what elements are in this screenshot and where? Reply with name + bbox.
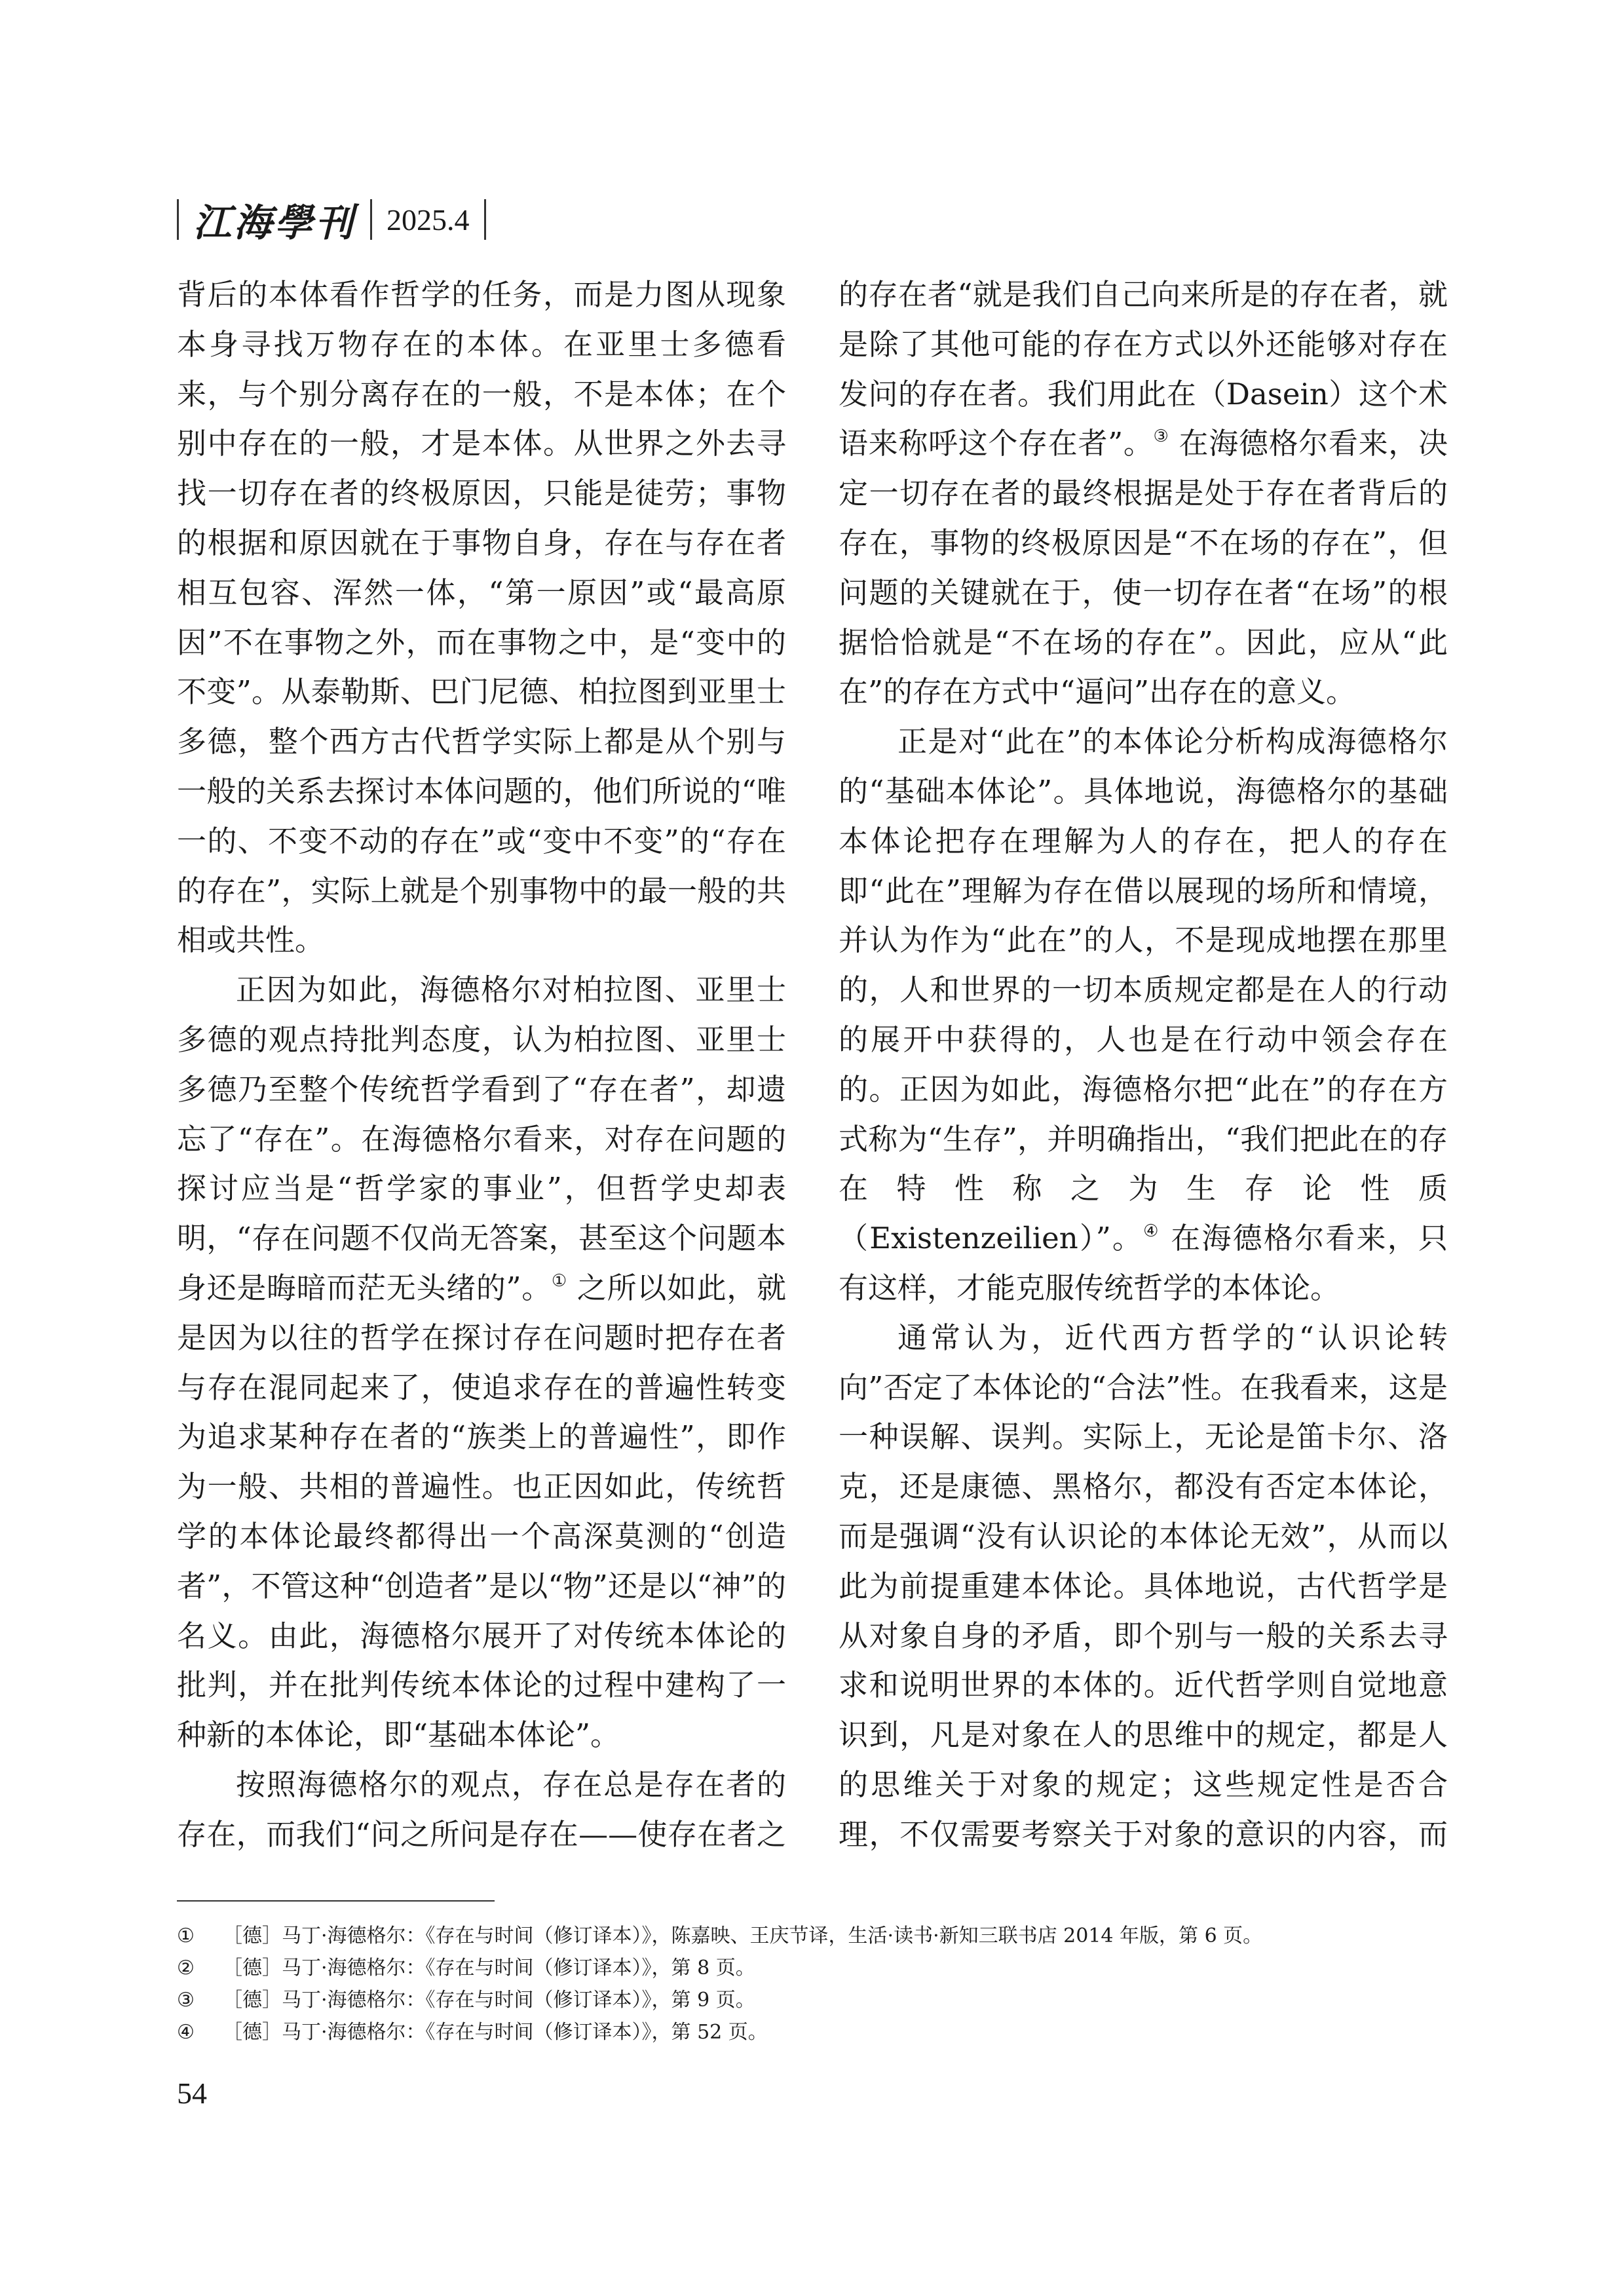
- footnote: ② ［德］马丁·海德格尔：《存在与时间（修订译本）》，第 8 页。: [177, 1957, 755, 1980]
- footnote-ref[interactable]: ③: [1153, 427, 1169, 447]
- footnote-ref[interactable]: ④: [1143, 1221, 1160, 1242]
- paragraph: 通常认为，近代西方哲学的“认识论转向”否定了本体论的“合法”性。在我看来，这是一种误解、误判。实际上，无论是笛卡尔、洛克，还是康德、黑格尔，都没有否定本体论，而是强调“没有认识论的本体论无效”，从而以此为前提重建本体论。具体地说，古代哲学是从对象自身的矛盾，即个别与一般的关系去寻求和说明世界的本体的。近代哲学则自觉地意识到，凡是对象在人的思维中的规定，都是人的思维关于对象的规定；这些规定性是否合理，不仅需要考察关于对象的意识的内容，而: [839, 1320, 1448, 1852]
- paragraph: 的存在者“就是我们自己向来所是的存在者，就是除了其他可能的存在方式以外还能够对存在发问的存在者。我们用此在（Dasein）这个术语来称呼这个存在者”。③ 在海德格尔看来，决定一切存在者的最终根据是处于存在者背后的存在，事物的终极原因是“不在场的存在”，但问题的关键就在于，使一切存在者“在场”的根据恰恰就是“不在场的存在”。因此，应从“此在”的存在方式中“逼问”出存在的意义。: [839, 277, 1448, 710]
- issue-number: 2025.4: [387, 202, 470, 237]
- footnote: ① ［德］马丁·海德格尔：《存在与时间（修订译本）》，陈嘉映、王庆节译，生活·读书·新知三联书店 2014 年版，第 6 页。: [177, 1924, 1263, 1947]
- footnote: ③ ［德］马丁·海德格尔：《存在与时间（修订译本）》，第 9 页。: [177, 1989, 755, 2012]
- header-divider: [484, 199, 486, 240]
- header-divider: [177, 199, 179, 240]
- right-column: [839, 270, 1448, 1856]
- paragraph: 背后的本体看作哲学的任务，而是力图从现象本身寻找万物存在的本体。在亚里士多德看来，与个别分离存在的一般，不是本体；在个别中存在的一般，才是本体。从世界之外去寻找一切存在者的终极原因，只能是徒劳；事物的根据和原因就在于事物自身，存在与存在者相互包容、浑然一体，“第一原因”或“最高原因”不在事物之外，而在事物之中，是“变中的不变”。从泰勒斯、巴门尼德、柏拉图到亚里士多德，整个西方古代哲学实际上都是从个别与一般的关系去探讨本体问题的，他们所说的“唯一的、不变不动的存在”或“变中不变”的“存在的存在”，实际上就是个别事物中的最一般的共相或共性。: [177, 277, 786, 958]
- paragraph: 按照海德格尔的观点，存在总是存在者的存在，而我们“问之所问是存在——使存在者之: [177, 1767, 786, 1852]
- left-column: [177, 270, 786, 1856]
- header-divider: [370, 199, 372, 240]
- footnote-rule: [177, 1900, 495, 1902]
- paragraph: 正是对“此在”的本体论分析构成海德格尔的“基础本体论”。具体地说，海德格尔的基础本体论把存在理解为人的存在，把人的存在即“此在”理解为存在借以展现的场所和情境，并认为作为“此在”的人，不是现成地摆在那里的，人和世界的一切本质规定都是在人的行动的展开中获得的，人也是在行动中领会存在的。正因为如此，海德格尔把“此在”的存在方式称为“生存”，并明确指出，“我们把此在的存在特性称之为生存论性质（Existenzeilien）”。④ 在海德格尔看来，只有这样，才能克服传统哲学的本体论。: [839, 724, 1448, 1305]
- running-header: [177, 190, 486, 249]
- page-number: 54: [177, 2076, 207, 2110]
- paragraph: 正因为如此，海德格尔对柏拉图、亚里士多德的观点持批判态度，认为柏拉图、亚里士多德乃至整个传统哲学看到了“存在者”，却遗忘了“存在”。在海德格尔看来，对存在问题的探讨应当是“哲学家的事业”，但哲学史却表明，“存在问题不仅尚无答案，甚至这个问题本身还是晦暗而茫无头绪的”。① 之所以如此，就是因为以往的哲学在探讨存在问题时把存在者与存在混同起来了，使追求存在的普遍性转变为追求某种存在者的“族类上的普遍性”，即作为一般、共相的普遍性。也正因如此，传统哲学的本体论最终都得出一个高深莫测的“创造者”，不管这种“创造者”是以“物”还是以“神”的名义。由此，海德格尔展开了对传统本体论的批判，并在批判传统本体论的过程中建构了一种新的本体论，即“基础本体论”。: [177, 972, 786, 1753]
- footnote: ④ ［德］马丁·海德格尔：《存在与时间（修订译本）》，第 52 页。: [177, 2021, 768, 2044]
- footnote-ref[interactable]: ①: [551, 1271, 567, 1291]
- journal-name: 江海學刊: [193, 201, 356, 245]
